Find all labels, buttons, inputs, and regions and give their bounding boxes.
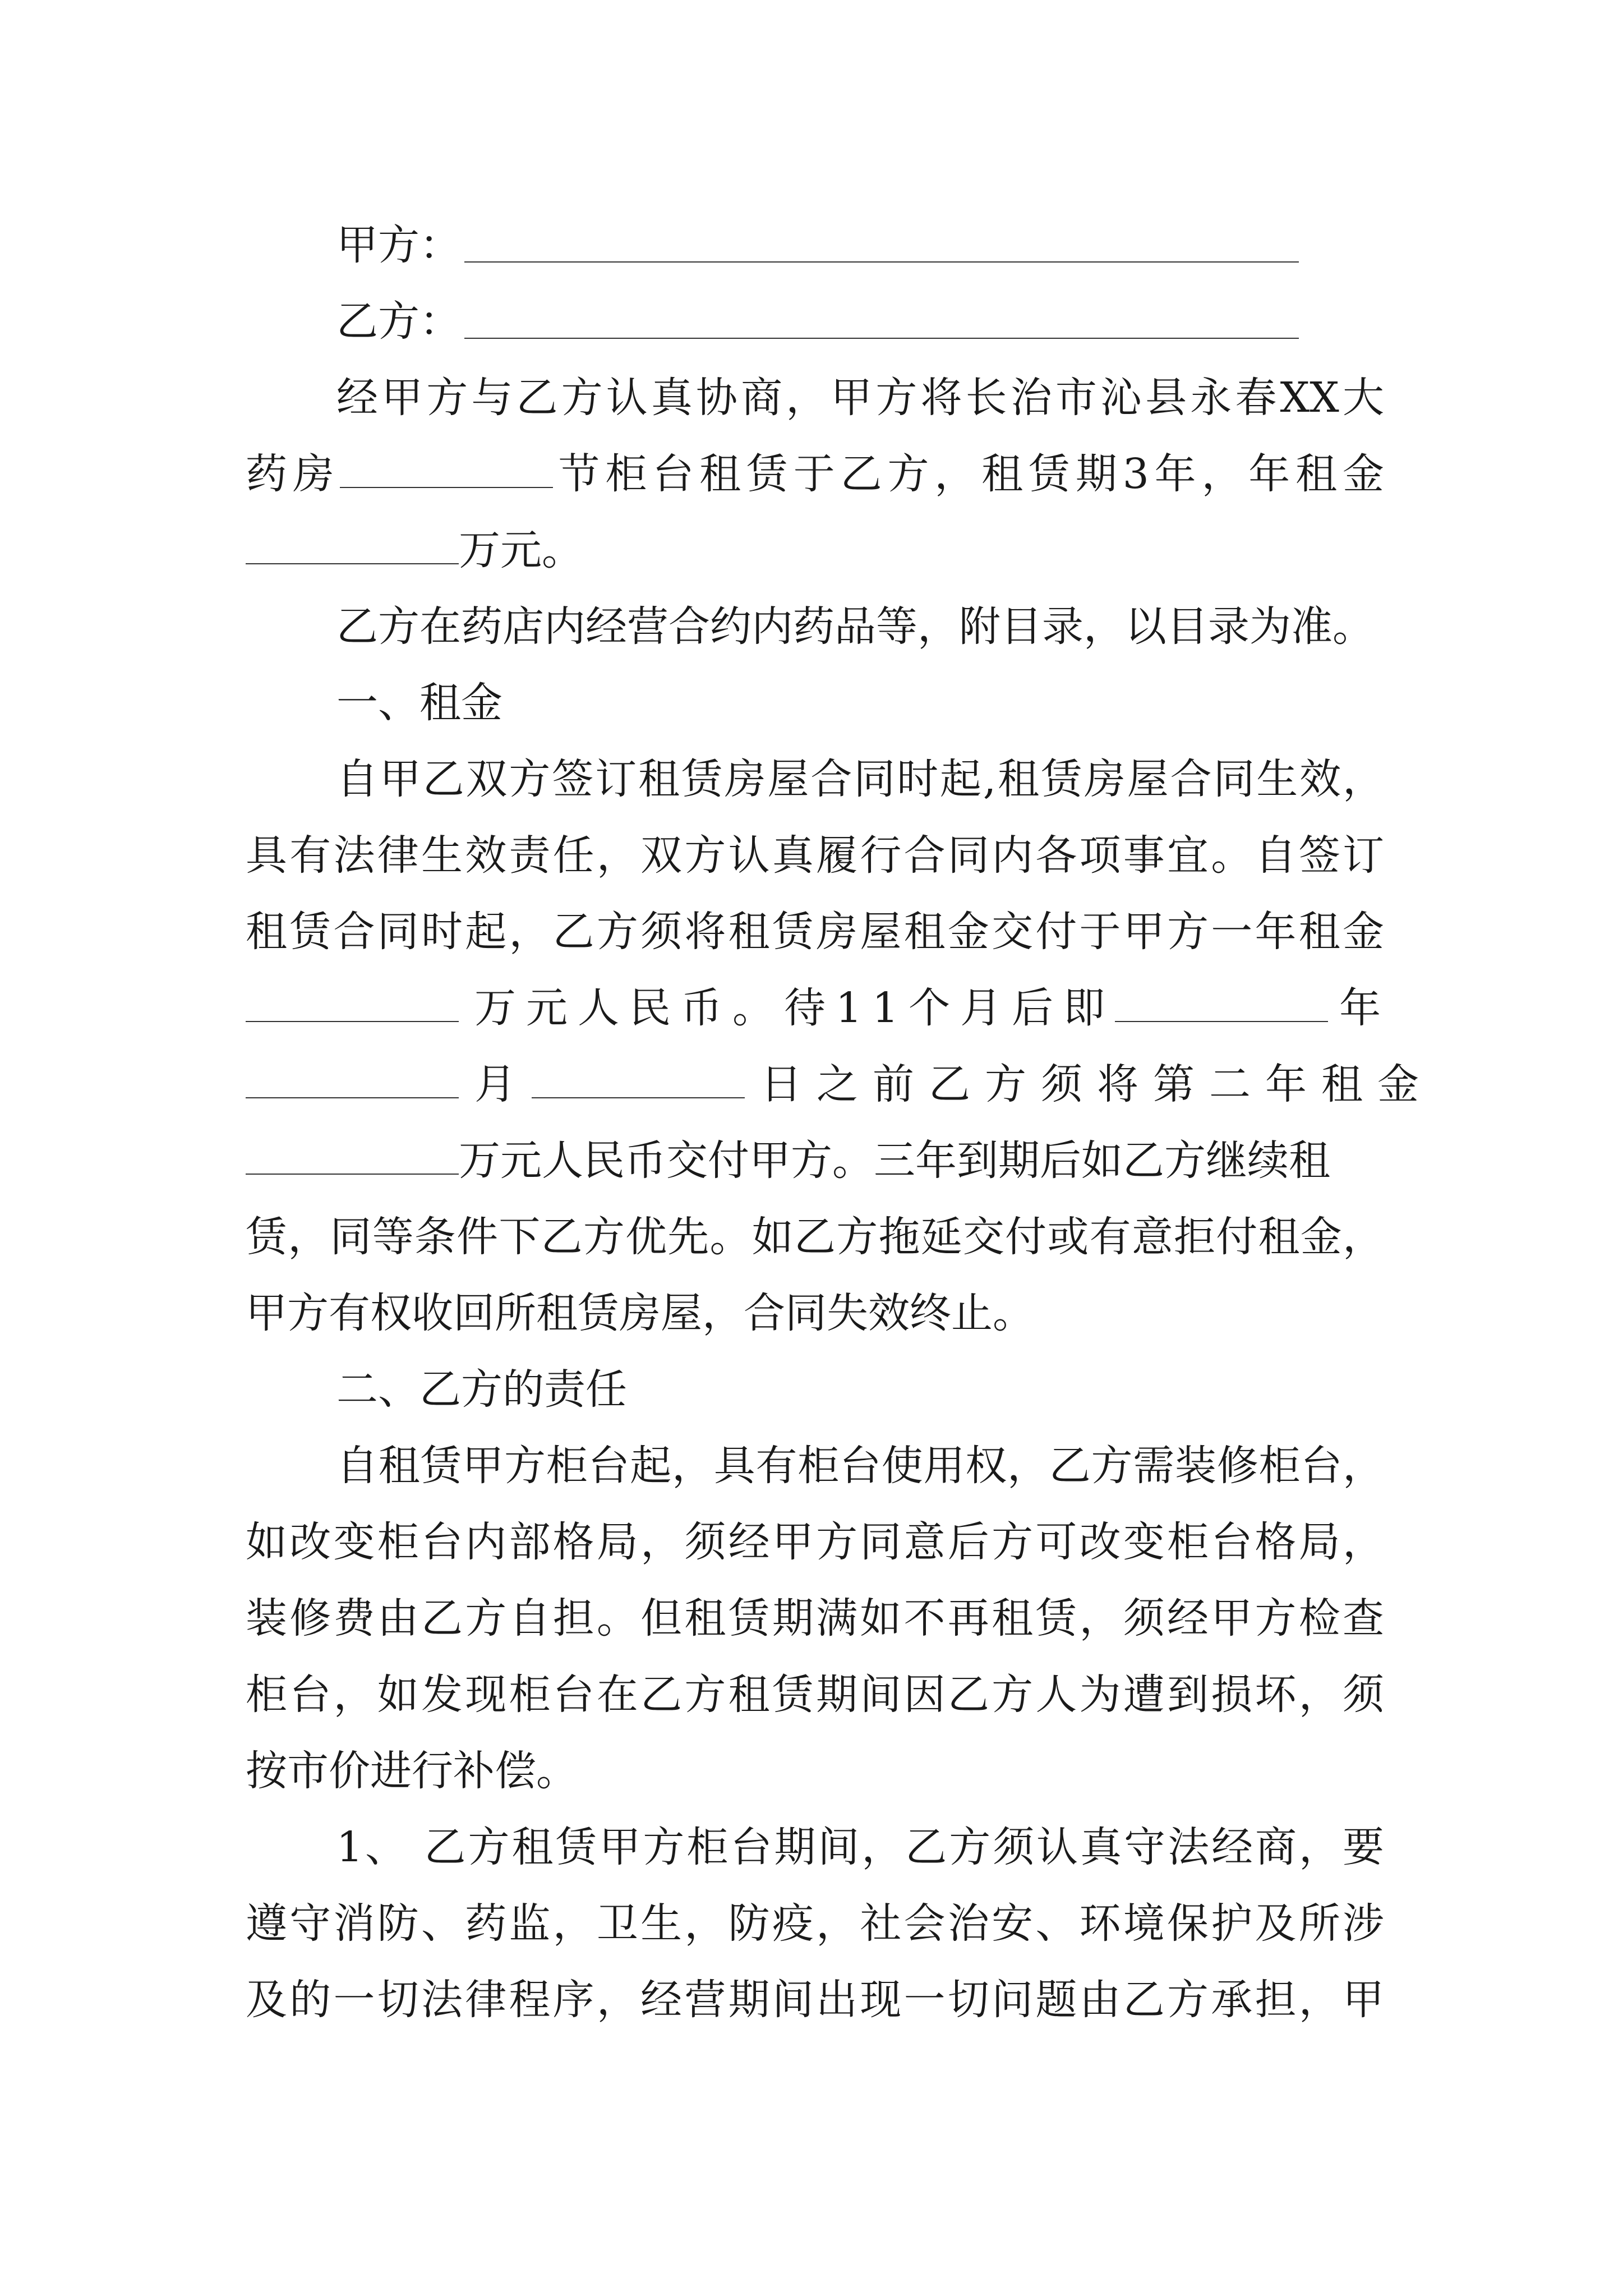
year-blank bbox=[1115, 985, 1328, 1022]
party-b-label: 乙方： bbox=[336, 297, 461, 346]
day-blank bbox=[532, 1061, 745, 1098]
intro-line-2: 药房 节柜台租赁于乙方，租赁期3年，年租金 bbox=[246, 450, 1384, 498]
intro-line-3: 万元。 bbox=[246, 522, 1384, 578]
section-1-line-5: 月 日之前乙方须将第二年租金 bbox=[246, 1056, 1384, 1112]
party-a-blank bbox=[464, 261, 1299, 263]
section-1-line-4: 万元人民币。待11个月后即 年 bbox=[246, 980, 1384, 1036]
section-1-line-8: 甲方有权收回所租赁房屋，合同失效终止。 bbox=[246, 1289, 1034, 1337]
section-1-line-6: 万元人民币交付甲方。三年到期后如乙方继续租 bbox=[246, 1133, 1384, 1189]
counter-count-blank bbox=[340, 451, 553, 488]
intro-line-1: 经甲方与乙方认真协商，甲方将长治市沁县永春XX大 bbox=[336, 374, 1384, 422]
section-2-line-5: 按市价进行补偿。 bbox=[246, 1747, 578, 1795]
scope-paragraph: 乙方在药店内经营合约内药品等，附目录，以目录为准。 bbox=[336, 602, 1374, 651]
section-2-line-4: 柜台，如发现柜台在乙方租赁期间因乙方人为遭到损坏，须 bbox=[246, 1671, 1384, 1719]
section-1-line-2: 具有法律生效责任，双方认真履行合同内各项事宜。自签订 bbox=[246, 831, 1384, 880]
section-2-line-3: 装修费由乙方自担。但租赁期满如不再租赁，须经甲方检查 bbox=[246, 1594, 1384, 1642]
party-a-line bbox=[336, 217, 1384, 273]
party-b-blank bbox=[464, 338, 1299, 339]
item-1-line-3: 及的一切法律程序，经营期间出现一切问题由乙方承担，甲 bbox=[246, 1976, 1384, 2024]
section-1-heading: 一、租金 bbox=[336, 679, 502, 727]
month-blank bbox=[246, 1061, 459, 1098]
section-2-heading: 二、乙方的责任 bbox=[336, 1365, 627, 1414]
item-1-line-1: 1、 乙方租赁甲方柜台期间，乙方须认真守法经商，要 bbox=[336, 1823, 1384, 1871]
annual-rent-blank bbox=[246, 527, 459, 564]
party-a-label: 甲方： bbox=[336, 221, 461, 269]
section-2-line-1: 自租赁甲方柜台起，具有柜台使用权，乙方需装修柜台， bbox=[336, 1442, 1384, 1490]
party-b-line bbox=[336, 293, 1384, 349]
section-1-line-1: 自甲乙双方签订租赁房屋合同时起,租赁房屋合同生效， bbox=[336, 755, 1384, 803]
item-1-line-2: 遵守消防、药监，卫生，防疫，社会治安、环境保护及所涉 bbox=[246, 1899, 1384, 1948]
section-1-line-3: 租赁合同时起，乙方须将租赁房屋租金交付于甲方一年租金 bbox=[246, 908, 1384, 956]
second-year-rent-blank bbox=[246, 1138, 459, 1175]
first-year-rent-blank bbox=[246, 985, 459, 1022]
section-2-line-2: 如改变柜台内部格局，须经甲方同意后方可改变柜台格局， bbox=[246, 1518, 1384, 1566]
section-1-line-7: 赁，同等条件下乙方优先。如乙方拖延交付或有意拒付租金， bbox=[246, 1213, 1384, 1261]
